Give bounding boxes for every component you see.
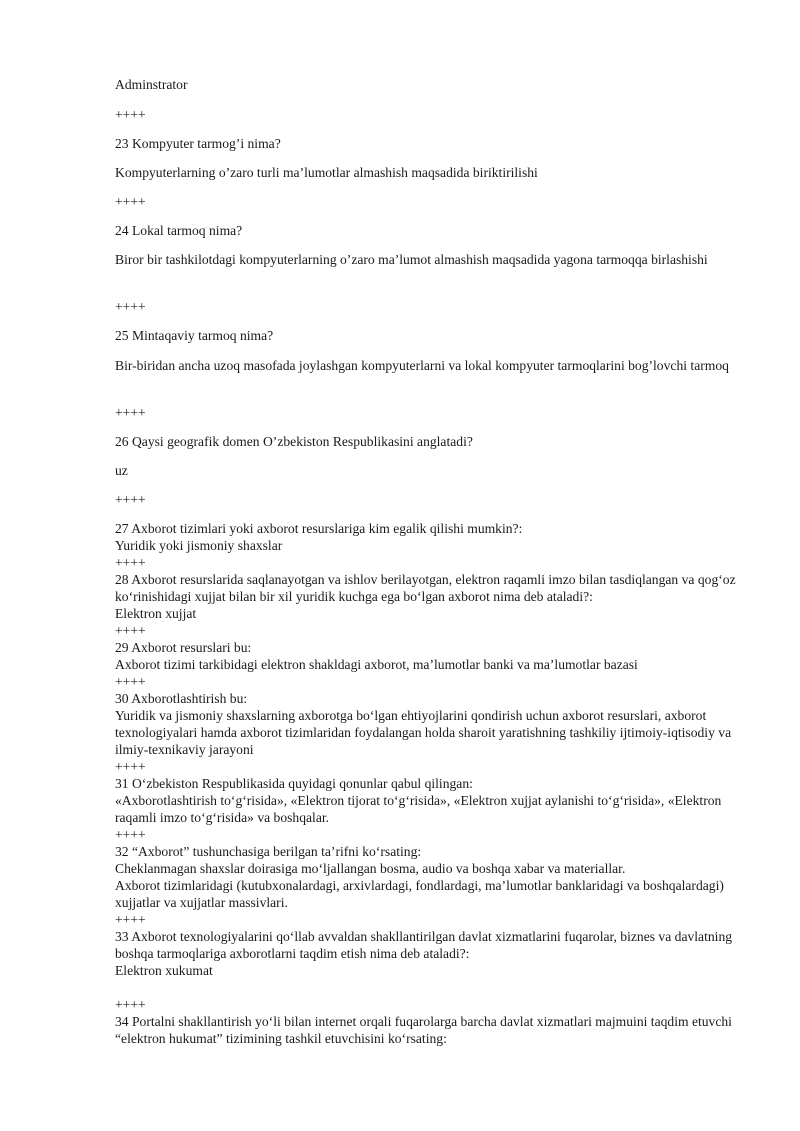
separator: ++++ xyxy=(115,405,146,420)
separator: ++++ xyxy=(115,194,146,209)
answer-31: «Axborotlashtirish to‘g‘risida», «Elektron tijorat to‘g‘risida», «Elektron xujjat aylanishi to‘g‘risida», «Elektron raqamli imzo to‘g‘risida» va boshqalar. xyxy=(115,793,722,825)
author-line: Adminstrator xyxy=(115,77,188,92)
question-29: 29 Axborot resurslari bu: xyxy=(115,640,252,655)
separator: ++++ xyxy=(115,674,146,689)
question-28: 28 Axborot resurslarida saqlanayotgan va ishlov berilayotgan, elektron raqamli imzo bilan tasdiqlangan va qog‘oz ko‘rinishidagi xujjat bilan bir xil yuridik kuchga ega bo‘lgan axborot nima deb ataladi?: xyxy=(115,572,736,604)
separator: ++++ xyxy=(115,555,146,570)
answer-32-option-1: Cheklanmagan shaxslar doirasiga mo‘ljallangan bosma, audio va boshqa xabar va materiallar. xyxy=(115,861,626,876)
separator: ++++ xyxy=(115,997,146,1012)
answer-26: uz xyxy=(115,463,128,478)
question-27: 27 Axborot tizimlari yoki axborot resurslariga kim egalik qilishi mumkin?: xyxy=(115,521,523,536)
answer-24: Biror bir tashkilotdagi kompyuterlarning o’zaro ma’lumot almashish maqsadida yagona tarmoqqa birlashishi xyxy=(115,252,708,267)
question-24: 24 Lokal tarmoq nima? xyxy=(115,223,243,238)
question-34: 34 Portalni shakllantirish yo‘li bilan internet orqali fuqarolarga barcha davlat xizmatlari majmuini taqdim etuvchi “elektron hukumat” tizimining tashkil etuvchisini ko‘rsating: xyxy=(115,1014,732,1046)
separator: ++++ xyxy=(115,759,146,774)
separator: ++++ xyxy=(115,912,146,927)
question-25: 25 Mintaqaviy tarmoq nima? xyxy=(115,328,274,343)
separator: ++++ xyxy=(115,299,146,314)
question-30: 30 Axborotlashtirish bu: xyxy=(115,691,248,706)
answer-23: Kompyuterlarning o’zaro turli ma’lumotlar almashish maqsadida biriktirilishi xyxy=(115,165,538,180)
answer-33: Elektron xukumat xyxy=(115,963,213,978)
separator: ++++ xyxy=(115,107,146,122)
answer-28: Elektron xujjat xyxy=(115,606,197,621)
answer-25: Bir-biridan ancha uzoq masofada joylashgan kompyuterlarni va lokal kompyuter tarmoqlarini bog’lovchi tarmoq xyxy=(115,358,729,373)
question-33: 33 Axborot texnologiyalarini qo‘llab avvaldan shakllantirilgan davlat xizmatlarini fuqarolar, biznes va davlatning boshqa tarmoqlariga axborotlarni taqdim etish nima deb ataladi?: xyxy=(115,929,733,961)
separator: ++++ xyxy=(115,827,146,842)
answer-29: Axborot tizimi tarkibidagi elektron shakldagi axborot, ma’lumotlar banki va ma’lumotlar bazasi xyxy=(115,657,638,672)
separator: ++++ xyxy=(115,492,146,507)
answer-27: Yuridik yoki jismoniy shaxslar xyxy=(115,538,283,553)
answer-32-option-2: Axborot tizimlaridagi (kutubxonalardagi, arxivlardagi, fondlardagi, ma’lumotlar banklaridagi va boshqalardagi) xujjatlar va xujjatlar massivlari. xyxy=(115,878,724,910)
separator: ++++ xyxy=(115,623,146,638)
question-26: 26 Qaysi geografik domen O’zbekiston Respublikasini anglatadi? xyxy=(115,434,473,449)
answer-30: Yuridik va jismoniy shaxslarning axborotga bo‘lgan ehtiyojlarini qondirish uchun axborot resurslari, axborot texnologiyalari hamda axborot tizimlaridan foydalangan holda sharoit yaratishning tashkiliy ijtimoiy-iqtisodiy va ilmiy-texnikaviy jarayoni xyxy=(115,708,732,757)
question-32: 32 “Axborot” tushunchasiga berilgan ta’rifni ko‘rsating: xyxy=(115,844,422,859)
question-31: 31 O‘zbekiston Respublikasida quyidagi qonunlar qabul qilingan: xyxy=(115,776,473,791)
question-23: 23 Kompyuter tarmog’i nima? xyxy=(115,136,281,151)
